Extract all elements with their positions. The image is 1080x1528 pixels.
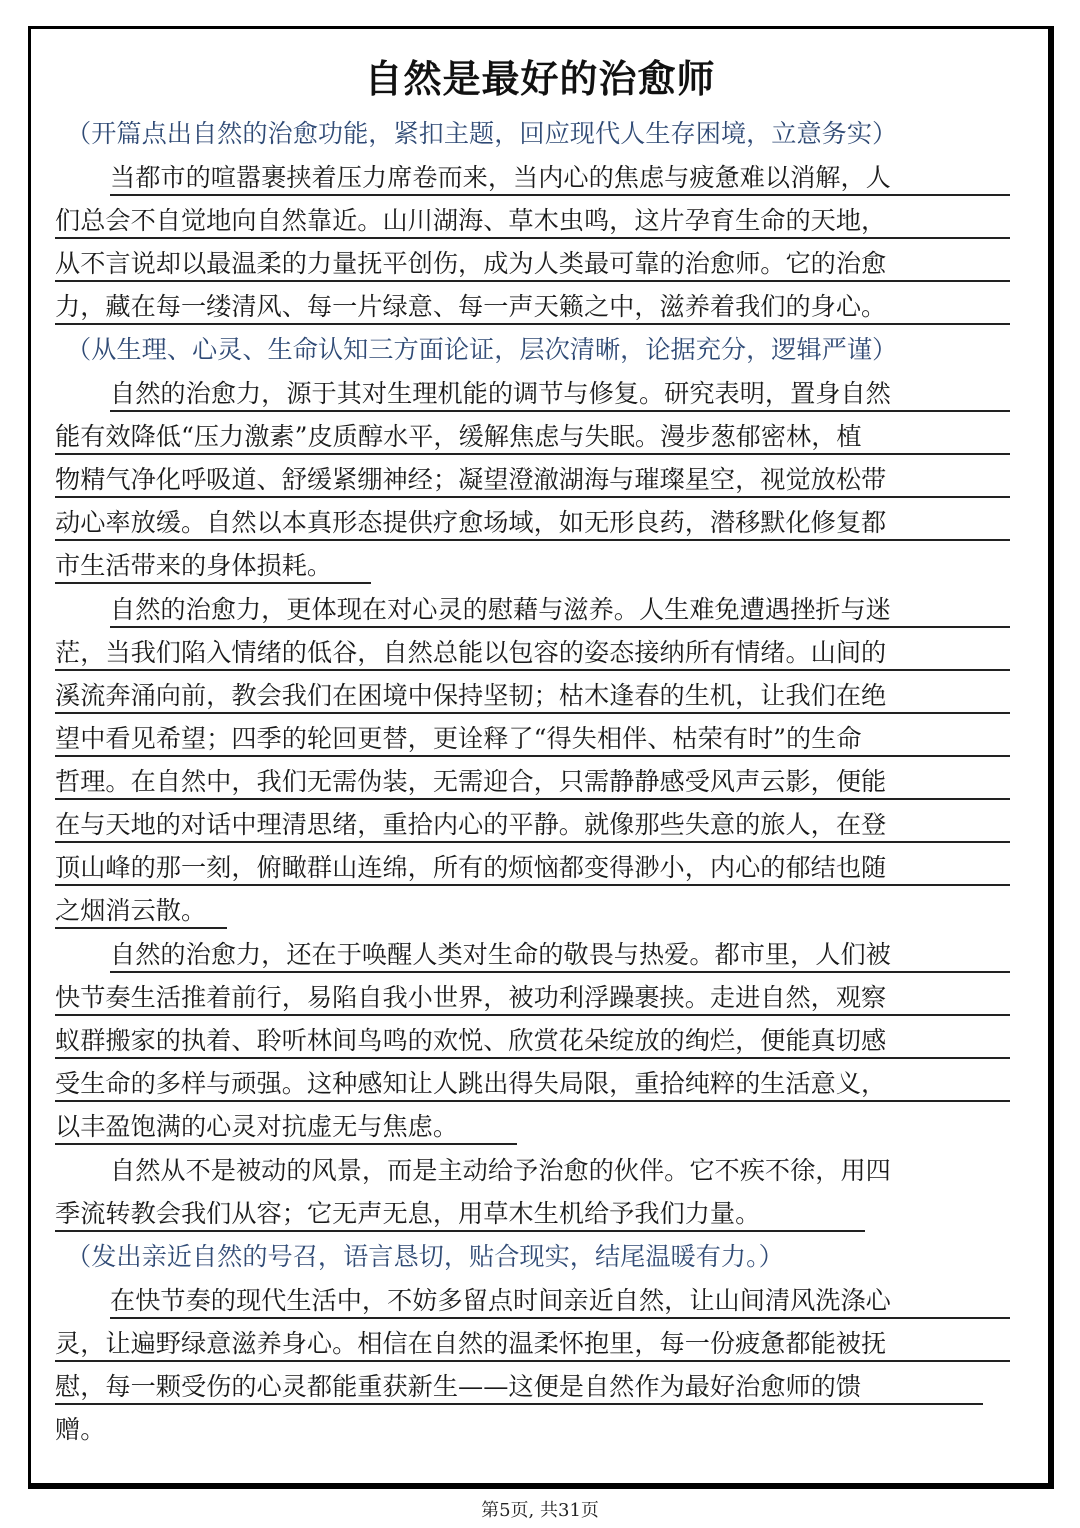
paragraph-3-line: 茫，当我们陷入情绪的低谷，自然总能以包容的姿态接纳所有情绪。山间的 (55, 635, 1010, 671)
paragraph-3-line: 溪流奔涌向前，教会我们在困境中保持坚韧；枯木逢春的生机，让我们在绝 (55, 678, 1010, 714)
paragraph-3-line: 望中看见希望；四季的轮回更替，更诠释了“得失相伴、枯荣有时”的生命 (55, 721, 1010, 757)
paragraph-2-line: 能有效降低“压力激素”皮质醇水平，缓解焦虑与失眠。漫步葱郁密林，植 (55, 419, 1010, 455)
paragraph-4-line: 快节奏生活推着前行，易陷自我小世界，被功利浮躁裹挟。走进自然，观察 (55, 980, 1010, 1016)
annotation-ending: （发出亲近自然的号召，语言恳切，贴合现实，结尾温暖有力。） (66, 1242, 784, 1271)
paragraph-3-line: 在与天地的对话中理清思绪，重拾内心的平静。就像那些失意的旅人，在登 (55, 807, 1010, 843)
paragraph-1-line: 们总会不自觉地向自然靠近。山川湖海、草木虫鸣，这片孕育生命的天地， (55, 203, 1010, 239)
paragraph-4-line: 受生命的多样与顽强。这种感知让人跳出得失局限，重拾纯粹的生活意义， (55, 1066, 1010, 1102)
paragraph-6-line: 在快节奏的现代生活中，不妨多留点时间亲近自然，让山间清风洗涤心 (110, 1283, 1010, 1319)
paragraph-4-line: 以丰盈饱满的心灵对抗虚无与焦虑。 (55, 1109, 517, 1145)
annotation-opening: （开篇点出自然的治愈功能，紧扣主题，回应现代人生存困境，立意务实） (66, 119, 898, 148)
paragraph-4-line: 自然的治愈力，还在于唤醒人类对生命的敬畏与热爱。都市里，人们被 (110, 937, 1010, 973)
paragraph-4-line: 蚁群搬家的执着、聆听林间鸟鸣的欢悦、欣赏花朵绽放的绚烂，便能真切感 (55, 1023, 1010, 1059)
paragraph-1-line: 从不言说却以最温柔的力量抚平创伤，成为人类最可靠的治愈师。它的治愈 (55, 246, 1010, 282)
paragraph-2-line: 自然的治愈力，源于其对生理机能的调节与修复。研究表明，置身自然 (110, 376, 1010, 412)
paragraph-1-line: 当都市的喧嚣裹挟着压力席卷而来，当内心的焦虑与疲惫难以消解，人 (110, 160, 1010, 196)
paragraph-3-line: 自然的治愈力，更体现在对心灵的慰藉与滋养。人生难免遭遇挫折与迷 (110, 592, 1010, 628)
paragraph-3-line: 顶山峰的那一刻，俯瞰群山连绵，所有的烦恼都变得渺小，内心的郁结也随 (55, 850, 1010, 886)
paragraph-6-line: 赠。 (55, 1415, 106, 1444)
annotation-body: （从生理、心灵、生命认知三方面论证，层次清晰，论据充分，逻辑严谨） (66, 335, 898, 364)
essay-title: 自然是最好的治愈师 (364, 57, 716, 101)
paragraph-6-line: 灵，让遍野绿意滋养身心。相信在自然的温柔怀抱里，每一份疲惫都能被抚 (55, 1326, 1010, 1362)
page-number: 第5页, 共31页 (481, 1500, 599, 1521)
paragraph-6-line: 慰，每一颗受伤的心灵都能重获新生——这便是自然作为最好治愈师的馈 (55, 1369, 983, 1405)
paragraph-1-line: 力，藏在每一缕清风、每一片绿意、每一声天籁之中，滋养着我们的身心。 (55, 289, 1010, 325)
paragraph-3-line: 之烟消云散。 (55, 893, 227, 929)
paragraph-2-line: 动心率放缓。自然以本真形态提供疗愈场域，如无形良药，潜移默化修复都 (55, 505, 1010, 541)
paragraph-2-line: 物精气净化呼吸道、舒缓紧绷神经；凝望澄澈湖海与璀璨星空，视觉放松带 (55, 462, 1010, 498)
paragraph-5-line: 自然从不是被动的风景，而是主动给予治愈的伙伴。它不疾不徐，用四 (110, 1156, 891, 1185)
paragraph-5-line: 季流转教会我们从容；它无声无息，用草木生机给予我们力量。 (55, 1196, 865, 1232)
paragraph-2-line: 市生活带来的身体损耗。 (55, 548, 371, 584)
paragraph-3-line: 哲理。在自然中，我们无需伪装，无需迎合，只需静静感受风声云影，便能 (55, 764, 1010, 800)
